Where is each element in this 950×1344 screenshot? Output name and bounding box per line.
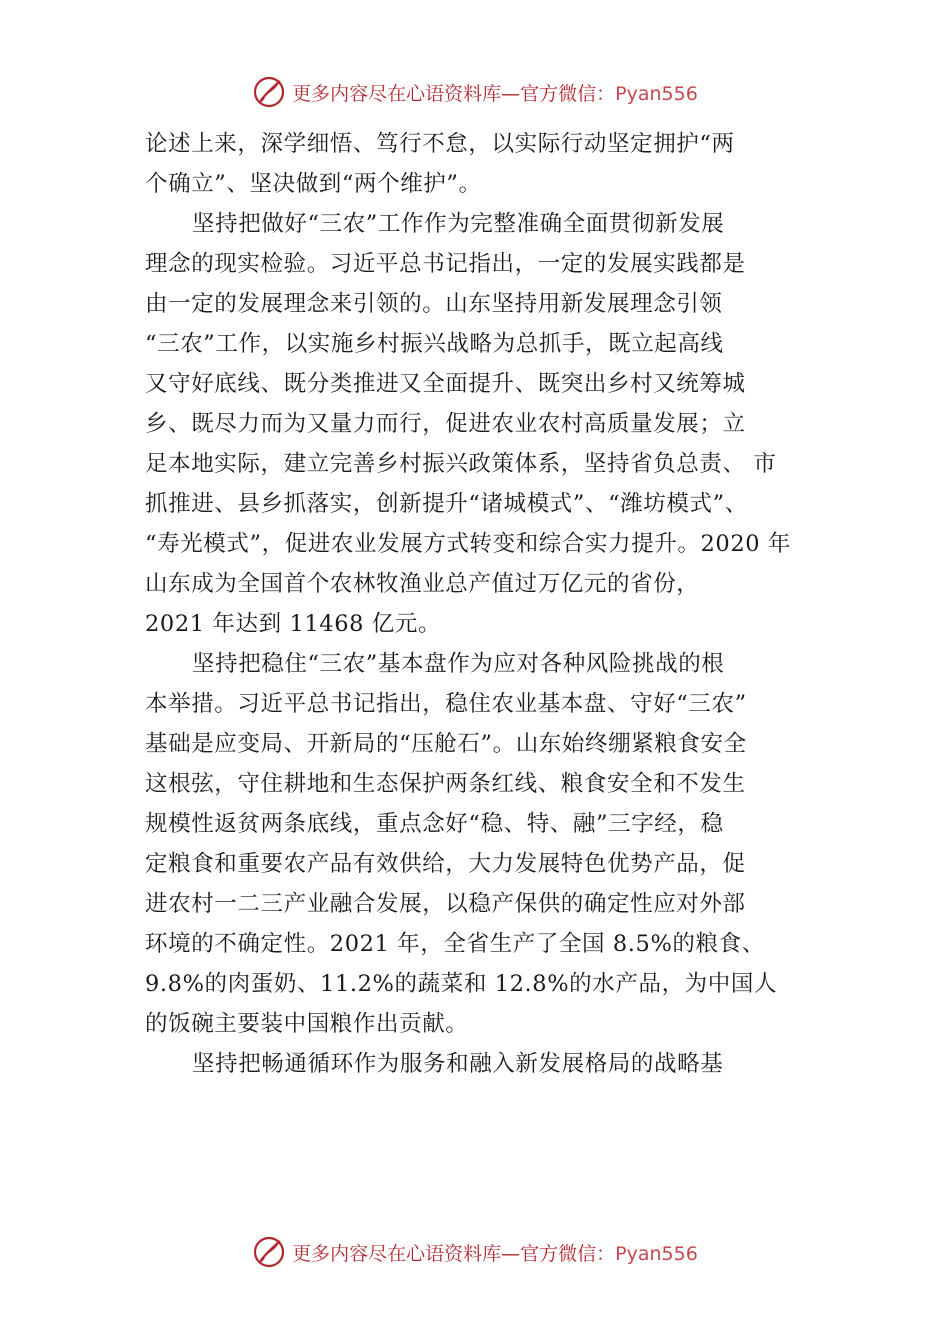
text-line: 9.8%的肉蛋奶、11.2%的蔬菜和 12.8%的水产品，为中国人 (145, 971, 778, 997)
text-line: 规模性返贫两条底线，重点念好“稳、特、融”三字经，稳 (145, 811, 724, 837)
document-body (145, 124, 810, 1084)
text-line: 环境的不确定性。2021 年，全省生产了全国 8.5%的粮食、 (145, 931, 765, 957)
banner-text (292, 1239, 698, 1266)
wechat-handle: Pyan556 (615, 82, 698, 105)
text-line: 定粮食和重要农产品有效供给，大力发展特色优势产品，促 (145, 851, 746, 877)
text-line: 基础是应变局、开新局的“压舱石”。山东始终绷紧粮食安全 (145, 731, 747, 757)
text-line: 乡、既尽力而为又量力而行，促进农业农村高质量发展；立 (145, 411, 746, 437)
paragraph-2 (145, 204, 810, 644)
quill-pen-logo-icon (252, 75, 286, 109)
footer-banner (0, 1232, 950, 1272)
text-line: 这根弦，守住耕地和生态保护两条红线、粮食安全和不发生 (145, 771, 746, 797)
header-banner (0, 72, 950, 112)
text-line: 坚持把稳住“三农”基本盘作为应对各种风险挑战的根 (192, 651, 725, 677)
text-line: “三农”工作，以实施乡村振兴战略为总抓手，既立起高线 (145, 331, 724, 357)
text-line: 又守好底线、既分类推进又全面提升、既突出乡村又统筹城 (145, 371, 746, 397)
text-line: “寿光模式”，促进农业发展方式转变和综合实力提升。2020 年 (145, 531, 792, 557)
text-line: 论述上来，深学细悟、笃行不怠，以实际行动坚定拥护“两 (145, 131, 735, 157)
text-line: 由一定的发展理念来引领的。山东坚持用新发展理念引领 (145, 291, 723, 317)
text-line: 坚持把畅通循环作为服务和融入新发展格局的战略基 (192, 1051, 724, 1077)
text-line: 理念的现实检验。习近平总书记指出，一定的发展实践都是 (145, 251, 746, 277)
text-line: 的饭碗主要装中国粮作出贡献。 (145, 1011, 469, 1037)
text-line: 坚持把做好“三农”工作作为完整准确全面贯彻新发展 (192, 211, 725, 237)
wechat-handle: Pyan556 (615, 1242, 698, 1265)
text-line: 个确立”、坚决做到“两个维护”。 (145, 171, 482, 197)
paragraph-4 (145, 1044, 810, 1084)
paragraph-1 (145, 124, 810, 204)
paragraph-3 (145, 644, 810, 1044)
text-line: 本举措。习近平总书记指出，稳住农业基本盘、守好“三农” (145, 691, 747, 717)
text-line: 2021 年达到 11468 亿元。 (145, 611, 442, 637)
text-line: 足本地实际，建立完善乡村振兴政策体系，坚持省负总责、 市 (145, 451, 777, 477)
quill-pen-logo-icon (252, 1235, 286, 1269)
banner-label: 更多内容尽在心语资料库—官方微信： (292, 1242, 616, 1265)
text-line: 抓推进、县乡抓落实，创新提升“诸城模式”、“潍坊模式”、 (145, 491, 748, 517)
banner-label: 更多内容尽在心语资料库—官方微信： (292, 82, 616, 105)
banner-text (292, 79, 698, 106)
text-line: 山东成为全国首个农林牧渔业总产值过万亿元的省份， (145, 571, 700, 597)
text-line: 进农村一二三产业融合发展，以稳产保供的确定性应对外部 (145, 891, 746, 917)
